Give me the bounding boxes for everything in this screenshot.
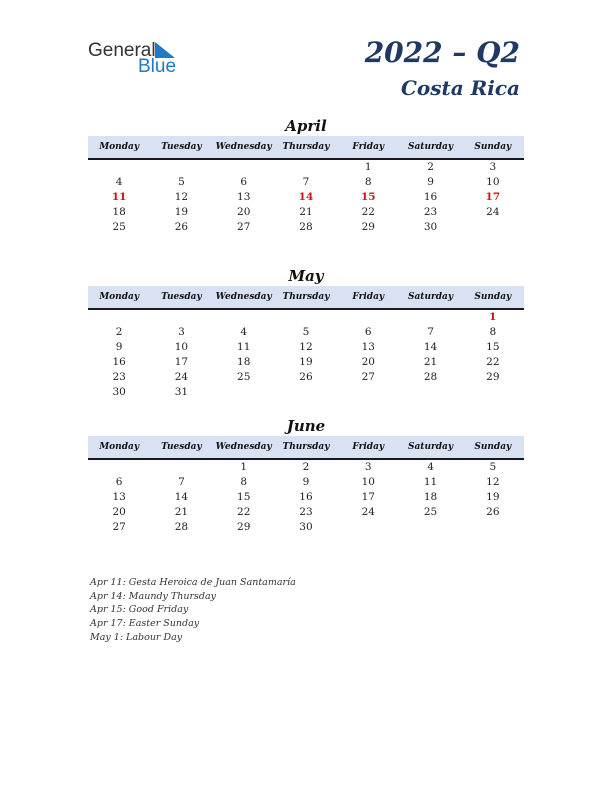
weekday-label: Tuesday — [161, 292, 202, 302]
day-cell: 12 — [299, 341, 313, 353]
month-3 — [88, 416, 524, 535]
week-row — [88, 370, 524, 385]
day-cell: 15 — [486, 341, 500, 353]
day-cell: 25 — [423, 506, 438, 518]
weekday-header — [88, 136, 524, 160]
day-cell: 20 — [237, 206, 251, 218]
day-cell: 22 — [237, 506, 251, 518]
day-cell: 16 — [112, 356, 126, 368]
day-cell: 29 — [486, 371, 500, 383]
empty-day-cell — [275, 310, 337, 325]
week-row — [88, 190, 524, 205]
week-row — [88, 505, 524, 520]
holiday-note: May 1: Labour Day — [90, 631, 183, 643]
day-cell: 9 — [115, 341, 123, 353]
empty-day-cell — [213, 160, 275, 175]
day-cell: 23 — [299, 506, 313, 518]
day-cell: 1 — [364, 161, 372, 173]
weekday-label: Wednesday — [215, 142, 272, 152]
quarter-title: 2022 – Q2 — [364, 36, 520, 69]
logo-text-blue: Blue — [138, 56, 177, 77]
day-cell: 13 — [237, 191, 251, 203]
day-cell: 7 — [302, 176, 310, 188]
day-cell: 10 — [174, 341, 189, 353]
day-cell: 16 — [423, 191, 438, 203]
empty-day-cell — [399, 385, 461, 400]
week-row — [88, 355, 524, 370]
weekday-label: Thursday — [282, 442, 330, 452]
day-cell: 26 — [486, 506, 500, 518]
week-row — [88, 475, 524, 490]
day-cell: 26 — [174, 221, 189, 233]
weekday-label: Friday — [352, 292, 385, 302]
empty-day-cell — [213, 310, 275, 325]
day-cell: 5 — [489, 461, 497, 473]
month-1 — [88, 116, 524, 235]
month-name: June — [286, 417, 326, 435]
week-row — [88, 340, 524, 355]
day-cell: 22 — [486, 356, 500, 368]
week-row — [88, 460, 524, 475]
day-cell: 14 — [174, 491, 189, 503]
day-cell: 30 — [299, 521, 313, 533]
day-cell: 20 — [361, 356, 375, 368]
empty-day-cell — [275, 160, 337, 175]
day-cell: 14 — [298, 191, 314, 203]
day-cell: 8 — [489, 326, 497, 338]
holiday-note: Apr 14: Maundy Thursday — [90, 590, 217, 602]
day-cell: 5 — [178, 176, 185, 188]
day-cell: 30 — [423, 221, 438, 233]
week-row — [88, 310, 524, 325]
empty-day-cell — [150, 310, 212, 325]
day-cell: 3 — [364, 461, 372, 473]
day-cell: 18 — [112, 206, 126, 218]
holiday-note: Apr 15: Good Friday — [90, 604, 189, 616]
empty-day-cell — [88, 310, 150, 325]
day-cell: 31 — [174, 386, 189, 398]
weekday-label: Tuesday — [161, 442, 202, 452]
day-cell: 25 — [237, 371, 251, 383]
day-cell: 19 — [174, 206, 189, 218]
empty-day-cell — [462, 520, 524, 535]
empty-day-cell — [399, 310, 461, 325]
logo-text-general: General — [88, 40, 156, 61]
day-cell: 29 — [361, 221, 375, 233]
weekday-label: Wednesday — [215, 292, 272, 302]
day-cell: 21 — [423, 356, 438, 368]
day-cell: 11 — [237, 341, 251, 353]
weekday-label: Wednesday — [215, 442, 272, 452]
weekday-label: Monday — [99, 442, 140, 452]
day-cell: 8 — [240, 476, 248, 488]
week-row — [88, 160, 524, 175]
day-cell: 21 — [174, 506, 189, 518]
day-cell: 1 — [489, 311, 497, 323]
empty-day-cell — [399, 520, 461, 535]
day-cell: 17 — [485, 191, 501, 203]
weekday-label: Saturday — [407, 442, 454, 452]
weekday-label: Sunday — [474, 292, 512, 302]
month-name: April — [285, 117, 327, 135]
empty-day-cell — [88, 460, 150, 475]
month-2 — [88, 266, 524, 400]
day-cell: 28 — [299, 221, 313, 233]
day-cell: 5 — [302, 326, 310, 338]
day-cell: 28 — [174, 521, 189, 533]
weekday-label: Thursday — [282, 292, 330, 302]
empty-day-cell — [275, 385, 337, 400]
day-cell: 11 — [423, 476, 438, 488]
day-cell: 7 — [427, 326, 434, 338]
day-cell: 2 — [427, 161, 434, 173]
day-cell: 13 — [112, 491, 126, 503]
empty-day-cell — [213, 385, 275, 400]
day-cell: 8 — [364, 176, 372, 188]
day-cell: 14 — [423, 341, 438, 353]
week-row — [88, 385, 524, 400]
weekday-label: Friday — [352, 442, 385, 452]
empty-day-cell — [462, 385, 524, 400]
weekday-label: Thursday — [282, 142, 330, 152]
day-cell: 6 — [240, 176, 248, 188]
week-row — [88, 520, 524, 535]
weekday-label: Saturday — [407, 292, 454, 302]
empty-day-cell — [88, 160, 150, 175]
weekday-label: Monday — [99, 142, 140, 152]
weekday-label: Sunday — [474, 442, 512, 452]
day-cell: 22 — [361, 206, 375, 218]
day-cell: 20 — [112, 506, 126, 518]
day-cell: 2 — [302, 461, 310, 473]
week-row — [88, 325, 524, 340]
day-cell: 23 — [112, 371, 126, 383]
day-cell: 29 — [237, 521, 251, 533]
empty-day-cell — [337, 310, 399, 325]
day-cell: 27 — [237, 221, 251, 233]
weekday-label: Friday — [352, 142, 385, 152]
day-cell: 18 — [237, 356, 251, 368]
weekday-label: Sunday — [474, 142, 512, 152]
holiday-note: Apr 11: Gesta Heroica de Juan Santamaría — [90, 577, 296, 588]
day-cell: 17 — [361, 491, 375, 503]
week-row — [88, 220, 524, 235]
day-cell: 3 — [489, 161, 497, 173]
day-cell: 25 — [112, 221, 126, 233]
weekday-header — [88, 436, 524, 460]
weekday-label: Saturday — [407, 142, 454, 152]
day-cell: 23 — [423, 206, 438, 218]
day-cell: 2 — [115, 326, 123, 338]
day-cell: 18 — [423, 491, 438, 503]
day-cell: 4 — [427, 461, 434, 473]
day-cell: 7 — [178, 476, 185, 488]
empty-day-cell — [150, 160, 212, 175]
day-cell: 13 — [361, 341, 375, 353]
day-cell: 27 — [112, 521, 126, 533]
day-cell: 4 — [240, 326, 248, 338]
empty-day-cell — [337, 520, 399, 535]
day-cell: 19 — [486, 491, 500, 503]
empty-day-cell — [462, 220, 524, 235]
day-cell: 9 — [427, 176, 434, 188]
day-cell: 3 — [178, 326, 185, 338]
day-cell: 12 — [174, 191, 189, 203]
day-cell: 16 — [299, 491, 313, 503]
day-cell: 24 — [174, 371, 189, 383]
holiday-notes — [90, 576, 296, 645]
week-row — [88, 205, 524, 220]
day-cell: 30 — [112, 386, 126, 398]
country-name: Costa Rica — [400, 76, 520, 100]
weekday-label: Monday — [99, 292, 140, 302]
day-cell: 27 — [361, 371, 375, 383]
day-cell: 28 — [423, 371, 438, 383]
day-cell: 24 — [486, 206, 500, 218]
empty-day-cell — [150, 460, 212, 475]
day-cell: 15 — [360, 191, 376, 203]
day-cell: 1 — [240, 461, 248, 473]
day-cell: 6 — [115, 476, 123, 488]
weekday-label: Tuesday — [161, 142, 202, 152]
day-cell: 26 — [299, 371, 313, 383]
day-cell: 10 — [361, 476, 375, 488]
day-cell: 24 — [361, 506, 375, 518]
day-cell: 17 — [174, 356, 189, 368]
empty-day-cell — [337, 385, 399, 400]
day-cell: 9 — [302, 476, 310, 488]
day-cell: 15 — [237, 491, 251, 503]
day-cell: 4 — [115, 176, 123, 188]
week-row — [88, 175, 524, 190]
day-cell: 11 — [111, 191, 127, 203]
day-cell: 12 — [486, 476, 500, 488]
day-cell: 6 — [364, 326, 372, 338]
day-cell: 21 — [299, 206, 313, 218]
month-name: May — [288, 267, 324, 285]
day-cell: 10 — [486, 176, 500, 188]
week-row — [88, 490, 524, 505]
holiday-note: Apr 17: Easter Sunday — [90, 618, 200, 630]
generalblue-logo — [88, 40, 188, 76]
day-cell: 19 — [299, 356, 313, 368]
weekday-header — [88, 286, 524, 310]
